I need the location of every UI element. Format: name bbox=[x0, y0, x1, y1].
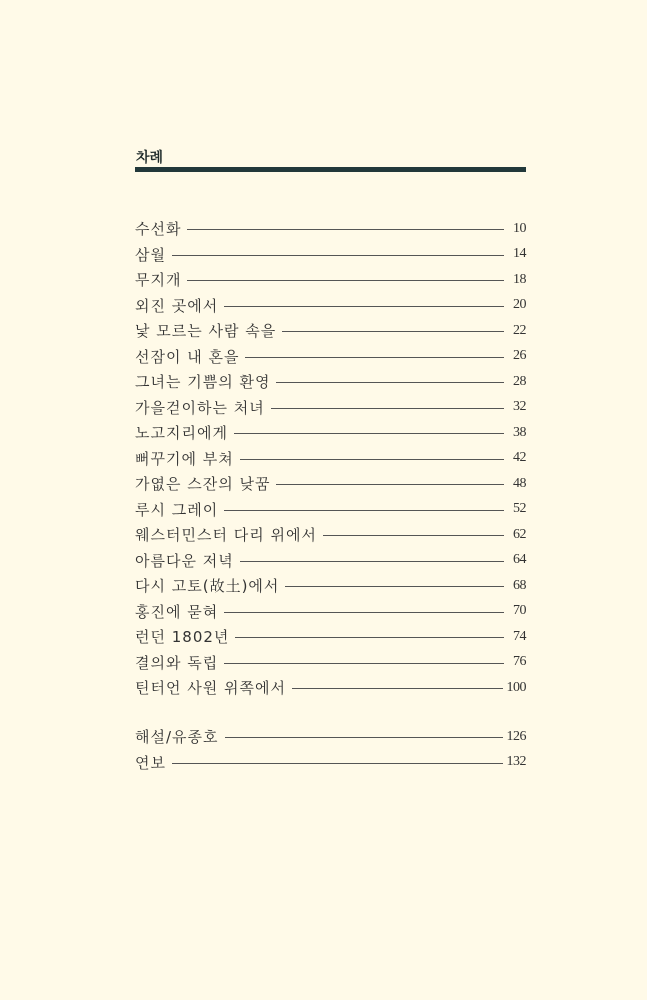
entry-page-number: 38 bbox=[513, 424, 526, 440]
leader-line bbox=[276, 484, 504, 485]
toc-entry[interactable] bbox=[135, 344, 526, 370]
entry-page-number: 48 bbox=[513, 475, 526, 491]
toc-main-list bbox=[135, 216, 526, 701]
toc-entry[interactable] bbox=[135, 267, 526, 293]
entry-page-number: 14 bbox=[513, 246, 526, 262]
leader-line bbox=[276, 382, 504, 383]
entry-page-number: 100 bbox=[506, 679, 526, 695]
entry-page-number: 126 bbox=[506, 728, 526, 744]
toc-entry[interactable] bbox=[135, 318, 526, 344]
toc-entry[interactable] bbox=[135, 216, 526, 242]
entry-page-number: 22 bbox=[513, 322, 526, 338]
entry-page-number: 20 bbox=[513, 297, 526, 313]
entry-title: 루시 그레이 bbox=[135, 500, 219, 519]
entry-page-number: 10 bbox=[513, 220, 526, 236]
entry-title: 아름다운 저녁 bbox=[135, 551, 234, 570]
entry-title: 가엾은 스잔의 낮꿈 bbox=[135, 475, 271, 494]
leader-line bbox=[240, 459, 504, 460]
entry-page-number: 32 bbox=[513, 399, 526, 415]
leader-line bbox=[172, 255, 504, 256]
entry-title: 뻐꾸기에 부쳐 bbox=[135, 449, 234, 468]
entry-page-number: 68 bbox=[513, 577, 526, 593]
leader-line bbox=[323, 535, 504, 536]
leader-line bbox=[292, 688, 503, 689]
toc-entry[interactable] bbox=[135, 573, 526, 599]
toc-heading: 차례 bbox=[136, 150, 164, 166]
toc-entry[interactable] bbox=[135, 675, 526, 701]
heading-rule-divider bbox=[135, 167, 526, 172]
toc-entry[interactable] bbox=[135, 624, 526, 650]
leader-line bbox=[224, 306, 504, 307]
leader-line bbox=[172, 763, 503, 764]
leader-line bbox=[271, 408, 504, 409]
entry-title: 낯 모르는 사람 속을 bbox=[135, 322, 277, 341]
toc-entry[interactable] bbox=[135, 650, 526, 676]
leader-line bbox=[225, 737, 503, 738]
toc-entry[interactable] bbox=[135, 724, 526, 750]
toc-entry[interactable] bbox=[135, 446, 526, 472]
entry-title: 그녀는 기쁨의 환영 bbox=[135, 373, 271, 392]
entry-title: 수선화 bbox=[135, 220, 182, 239]
entry-title: 가을걷이하는 처녀 bbox=[135, 398, 265, 417]
toc-entry[interactable] bbox=[135, 471, 526, 497]
entry-title: 홍진에 묻혀 bbox=[135, 602, 219, 621]
leader-line bbox=[224, 612, 504, 613]
toc-entry[interactable] bbox=[135, 750, 526, 776]
leader-line bbox=[187, 229, 504, 230]
entry-title: 외진 곳에서 bbox=[135, 296, 219, 315]
leader-line bbox=[240, 561, 504, 562]
leader-line bbox=[224, 510, 504, 511]
leader-line bbox=[234, 433, 504, 434]
entry-page-number: 74 bbox=[513, 628, 526, 644]
entry-page-number: 70 bbox=[513, 603, 526, 619]
toc-entry[interactable] bbox=[135, 242, 526, 268]
entry-title: 웨스터민스터 다리 위에서 bbox=[135, 526, 317, 545]
entry-title: 선잠이 내 혼을 bbox=[135, 347, 240, 366]
leader-line bbox=[285, 586, 504, 587]
entry-page-number: 28 bbox=[513, 373, 526, 389]
toc-entry[interactable] bbox=[135, 293, 526, 319]
toc-entry[interactable] bbox=[135, 369, 526, 395]
entry-page-number: 62 bbox=[513, 526, 526, 542]
leader-line bbox=[224, 663, 504, 664]
entry-page-number: 26 bbox=[513, 348, 526, 364]
toc-entry[interactable] bbox=[135, 420, 526, 446]
entry-title: 해설/유종호 bbox=[135, 728, 219, 747]
toc-entry[interactable] bbox=[135, 395, 526, 421]
leader-line bbox=[245, 357, 504, 358]
leader-line bbox=[187, 280, 504, 281]
toc-appendix-list bbox=[135, 724, 526, 775]
entry-page-number: 42 bbox=[513, 450, 526, 466]
entry-page-number: 76 bbox=[513, 654, 526, 670]
entry-page-number: 132 bbox=[506, 754, 526, 770]
entry-title: 런던 1802년 bbox=[135, 628, 230, 647]
entry-title: 다시 고토(故土)에서 bbox=[135, 577, 280, 596]
entry-page-number: 64 bbox=[513, 552, 526, 568]
entry-page-number: 52 bbox=[513, 501, 526, 517]
entry-title: 삼월 bbox=[135, 245, 166, 264]
entry-title: 노고지리에게 bbox=[135, 424, 228, 443]
entry-title: 연보 bbox=[135, 753, 166, 772]
entry-title: 무지개 bbox=[135, 271, 182, 290]
entry-title: 틴터언 사원 위쪽에서 bbox=[135, 679, 286, 698]
toc-entry[interactable] bbox=[135, 497, 526, 523]
toc-entry[interactable] bbox=[135, 522, 526, 548]
leader-line bbox=[235, 637, 504, 638]
entry-title: 결의와 독립 bbox=[135, 653, 219, 672]
toc-entry[interactable] bbox=[135, 548, 526, 574]
entry-page-number: 18 bbox=[513, 271, 526, 287]
toc-entry[interactable] bbox=[135, 599, 526, 625]
leader-line bbox=[282, 331, 504, 332]
